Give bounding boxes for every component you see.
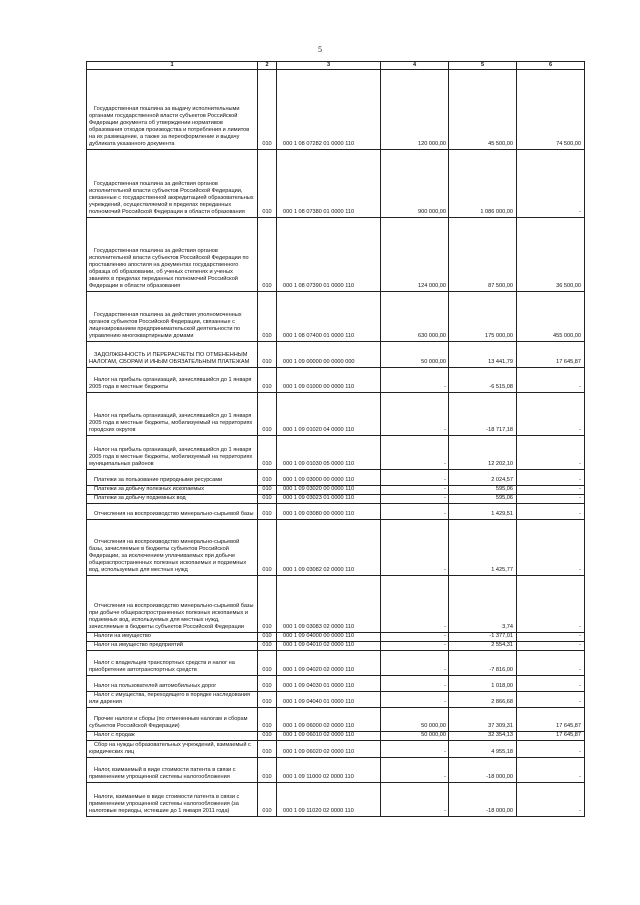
- row-name: Налог на прибыль организаций, зачислявшийся до 1 января 2005 года в местные бюджеты, мобилизуемый на территориях муниципальных районов: [87, 436, 258, 470]
- row-budget-code: 000 1 09 03082 02 0000 110: [277, 519, 381, 575]
- row-code: 010: [258, 342, 277, 368]
- row-executed-amount: 1 086 000,00: [449, 150, 517, 218]
- table-row: [87, 632, 585, 641]
- row-code: 010: [258, 641, 277, 650]
- row-name: Налог на прибыль организаций, зачислявшийся до 1 января 2005 года в местные бюджеты: [87, 368, 258, 393]
- row-executed-amount: 45 500,00: [449, 70, 517, 150]
- revenue-table: [86, 61, 585, 817]
- row-budget-code: 000 1 09 06020 02 0000 110: [277, 740, 381, 757]
- table-row: [87, 675, 585, 691]
- row-code: 010: [258, 650, 277, 675]
- row-budget-code: 000 1 09 04020 02 0000 110: [277, 650, 381, 675]
- row-name: Налоги на имущество: [87, 632, 258, 641]
- row-name: Государственная пошлина за действия уполномоченных органов субъектов Российской Федерации, связанные с лицензированием предпринимательской деятельности по управлению многоквартирными домами: [87, 292, 258, 342]
- row-budget-code: 000 1 09 03083 02 0000 110: [277, 575, 381, 632]
- row-approved-amount: 50 000,00: [381, 731, 449, 740]
- row-executed-amount: 595,06: [449, 494, 517, 503]
- row-unexecuted-amount: 36 500,00: [517, 218, 585, 292]
- row-executed-amount: 1 425,77: [449, 519, 517, 575]
- row-approved-amount: -: [381, 494, 449, 503]
- column-header: 1: [87, 62, 258, 70]
- row-budget-code: 000 1 09 04030 01 0000 110: [277, 675, 381, 691]
- row-executed-amount: 87 500,00: [449, 218, 517, 292]
- row-executed-amount: 37 309,31: [449, 707, 517, 731]
- row-code: 010: [258, 292, 277, 342]
- row-code: 010: [258, 70, 277, 150]
- row-name: Платежи за пользование природными ресурсами: [87, 470, 258, 486]
- table-row: [87, 707, 585, 731]
- row-executed-amount: -6 515,08: [449, 368, 517, 393]
- row-code: 010: [258, 740, 277, 757]
- row-approved-amount: -: [381, 470, 449, 486]
- row-unexecuted-amount: -: [517, 650, 585, 675]
- row-code: 010: [258, 368, 277, 393]
- row-name: Отчисления на воспроизводство минерально-сырьевой базы: [87, 503, 258, 519]
- row-code: 010: [258, 675, 277, 691]
- row-name: Налог на пользователей автомобильных дорог: [87, 675, 258, 691]
- row-name: Налог на имущество предприятий: [87, 641, 258, 650]
- table-row: [87, 503, 585, 519]
- row-budget-code: 000 1 09 03023 01 0000 110: [277, 494, 381, 503]
- table-row: [87, 782, 585, 816]
- table-row: [87, 292, 585, 342]
- row-approved-amount: -: [381, 691, 449, 707]
- row-executed-amount: 1 429,51: [449, 503, 517, 519]
- row-approved-amount: -: [381, 503, 449, 519]
- row-executed-amount: -18 717,18: [449, 393, 517, 436]
- row-name: Платежи за добычу полезных ископаемых: [87, 486, 258, 495]
- row-unexecuted-amount: -: [517, 575, 585, 632]
- row-budget-code: 000 1 09 01030 05 0000 110: [277, 436, 381, 470]
- row-unexecuted-amount: -: [517, 470, 585, 486]
- row-unexecuted-amount: -: [517, 368, 585, 393]
- table-row: [87, 731, 585, 740]
- row-executed-amount: 4 955,18: [449, 740, 517, 757]
- row-name: Сбор на нужды образовательных учреждений, взимаемый с юридических лиц: [87, 740, 258, 757]
- row-unexecuted-amount: -: [517, 757, 585, 782]
- table-row: [87, 691, 585, 707]
- row-name: Отчисления на воспроизводство минерально-сырьевой базы при добыче общераспространенных полезных ископаемых и подземных вод, используемых для местных нужд, зачисляемые в бюджеты субъектов Российской Федерации: [87, 575, 258, 632]
- row-unexecuted-amount: -: [517, 740, 585, 757]
- row-unexecuted-amount: -: [517, 782, 585, 816]
- row-unexecuted-amount: 455 000,00: [517, 292, 585, 342]
- row-budget-code: 000 1 09 03020 00 0000 110: [277, 486, 381, 495]
- row-unexecuted-amount: -: [517, 675, 585, 691]
- row-unexecuted-amount: -: [517, 519, 585, 575]
- row-approved-amount: 900 000,00: [381, 150, 449, 218]
- row-approved-amount: -: [381, 740, 449, 757]
- row-approved-amount: 120 000,00: [381, 70, 449, 150]
- row-approved-amount: -: [381, 757, 449, 782]
- column-number-row: [87, 62, 585, 70]
- row-budget-code: 000 1 09 06000 02 0000 110: [277, 707, 381, 731]
- row-budget-code: 000 1 09 06010 02 0000 110: [277, 731, 381, 740]
- row-executed-amount: -7 816,00: [449, 650, 517, 675]
- table-row: [87, 470, 585, 486]
- row-approved-amount: -: [381, 782, 449, 816]
- row-unexecuted-amount: 17 645,87: [517, 342, 585, 368]
- row-approved-amount: -: [381, 641, 449, 650]
- row-code: 010: [258, 575, 277, 632]
- row-executed-amount: 3,74: [449, 575, 517, 632]
- row-code: 010: [258, 519, 277, 575]
- row-budget-code: 000 1 09 04000 00 0000 110: [277, 632, 381, 641]
- row-code: 010: [258, 218, 277, 292]
- row-executed-amount: -1 377,01: [449, 632, 517, 641]
- row-executed-amount: -18 000,00: [449, 782, 517, 816]
- table-row: [87, 641, 585, 650]
- row-approved-amount: -: [381, 675, 449, 691]
- page-number: 5: [318, 45, 322, 54]
- table-row: [87, 494, 585, 503]
- row-unexecuted-amount: -: [517, 494, 585, 503]
- row-executed-amount: 2 866,68: [449, 691, 517, 707]
- table-row: [87, 650, 585, 675]
- row-code: 010: [258, 503, 277, 519]
- row-budget-code: 000 1 08 07282 01 0000 110: [277, 70, 381, 150]
- row-unexecuted-amount: -: [517, 691, 585, 707]
- row-unexecuted-amount: -: [517, 486, 585, 495]
- row-unexecuted-amount: -: [517, 150, 585, 218]
- row-executed-amount: 1 018,00: [449, 675, 517, 691]
- row-name: Налог с имущества, переходящего в порядке наследования или дарения: [87, 691, 258, 707]
- row-budget-code: 000 1 09 03000 00 0000 110: [277, 470, 381, 486]
- row-executed-amount: 32 354,13: [449, 731, 517, 740]
- column-header: 5: [449, 62, 517, 70]
- row-code: 010: [258, 436, 277, 470]
- table-row: [87, 436, 585, 470]
- row-name: Государственная пошлина за действия органов исполнительной власти субъектов Российской Федерации, связанные с государственной аккредитацией образовательных учреждений, осуществляемой в пределах переданных полномочий Российской Федерации в области образования: [87, 150, 258, 218]
- row-budget-code: 000 1 08 07380 01 0000 110: [277, 150, 381, 218]
- table-row: [87, 740, 585, 757]
- row-approved-amount: -: [381, 519, 449, 575]
- row-code: 010: [258, 632, 277, 641]
- column-header: 3: [277, 62, 381, 70]
- row-code: 010: [258, 782, 277, 816]
- row-approved-amount: 50 000,00: [381, 342, 449, 368]
- row-unexecuted-amount: -: [517, 503, 585, 519]
- row-code: 010: [258, 150, 277, 218]
- row-approved-amount: -: [381, 632, 449, 641]
- row-budget-code: 000 1 09 01020 04 0000 110: [277, 393, 381, 436]
- row-budget-code: 000 1 09 11020 02 0000 110: [277, 782, 381, 816]
- row-unexecuted-amount: -: [517, 436, 585, 470]
- row-executed-amount: 175 000,00: [449, 292, 517, 342]
- row-name: Отчисления на воспроизводство минерально-сырьевой базы, зачисляемые в бюджеты субъектов Российской Федерации, за исключением уплачиваемых при добыче общераспространенных полезных ископаемых и подземных вод, используемых для местных нужд: [87, 519, 258, 575]
- row-approved-amount: -: [381, 436, 449, 470]
- row-code: 010: [258, 757, 277, 782]
- row-budget-code: 000 1 09 11000 02 0000 110: [277, 757, 381, 782]
- row-executed-amount: 595,06: [449, 486, 517, 495]
- table-row: [87, 150, 585, 218]
- table-row: [87, 218, 585, 292]
- table-row: [87, 393, 585, 436]
- row-name: Платежи за добычу подземных вод: [87, 494, 258, 503]
- row-code: 010: [258, 691, 277, 707]
- row-name: Налог с владельцев транспортных средств и налог на приобретение автотранспортных средств: [87, 650, 258, 675]
- row-executed-amount: 2 554,31: [449, 641, 517, 650]
- row-budget-code: 000 1 09 00000 00 0000 000: [277, 342, 381, 368]
- row-budget-code: 000 1 09 04010 02 0000 110: [277, 641, 381, 650]
- row-code: 010: [258, 393, 277, 436]
- row-unexecuted-amount: -: [517, 393, 585, 436]
- row-name: Государственная пошлина за действия органов исполнительной власти субъектов Российской Федерации по проставлению апостиля на документах государственного образца об образовании, об ученых степенях и ученых званиях в пределах переданных полномочий Российской Федерации в области образования: [87, 218, 258, 292]
- table-row: [87, 342, 585, 368]
- row-approved-amount: 50 000,00: [381, 707, 449, 731]
- row-budget-code: 000 1 08 07400 01 0000 110: [277, 292, 381, 342]
- row-code: 010: [258, 494, 277, 503]
- row-executed-amount: 13 441,79: [449, 342, 517, 368]
- row-executed-amount: 2 024,57: [449, 470, 517, 486]
- column-header: 4: [381, 62, 449, 70]
- row-budget-code: 000 1 09 04040 01 0000 110: [277, 691, 381, 707]
- row-budget-code: 000 1 09 01000 00 0000 110: [277, 368, 381, 393]
- column-header: 2: [258, 62, 277, 70]
- table-row: [87, 70, 585, 150]
- row-executed-amount: -18 000,00: [449, 757, 517, 782]
- row-unexecuted-amount: 17 645,87: [517, 731, 585, 740]
- row-approved-amount: -: [381, 368, 449, 393]
- row-budget-code: 000 1 09 03080 00 0000 110: [277, 503, 381, 519]
- row-name: Налог, взимаемый в виде стоимости патента в связи с применением упрощенной системы налогообложения: [87, 757, 258, 782]
- row-unexecuted-amount: 17 645,87: [517, 707, 585, 731]
- table-row: [87, 575, 585, 632]
- row-name: Налог с продаж: [87, 731, 258, 740]
- row-code: 010: [258, 731, 277, 740]
- row-code: 010: [258, 486, 277, 495]
- row-name: Государственная пошлина за выдачу исполнительными органами государственной власти субъектов Российской Федерации документа об утверждении нормативов образования отходов производства и потребления и лимитов на их размещение, а также за переоформление и выдачу дубликата указанного документа: [87, 70, 258, 150]
- row-code: 010: [258, 707, 277, 731]
- row-name: Налоги, взимаемые в виде стоимости патента в связи с применением упрощенной системы налогообложения (за налоговые периоды, истекшие до 1 января 2011 года): [87, 782, 258, 816]
- row-approved-amount: -: [381, 575, 449, 632]
- row-name: ЗАДОЛЖЕННОСТЬ И ПЕРЕРАСЧЕТЫ ПО ОТМЕНЕННЫМ НАЛОГАМ, СБОРАМ И ИНЫМ ОБЯЗАТЕЛЬНЫМ ПЛАТЕЖАМ: [87, 342, 258, 368]
- row-unexecuted-amount: -: [517, 632, 585, 641]
- row-approved-amount: -: [381, 486, 449, 495]
- row-code: 010: [258, 470, 277, 486]
- row-budget-code: 000 1 08 07390 01 0000 110: [277, 218, 381, 292]
- row-name: Прочие налоги и сборы (по отмененным налогам и сборам субъектов Российской Федерации): [87, 707, 258, 731]
- row-name: Налог на прибыль организаций, зачислявшийся до 1 января 2005 года в местные бюджеты, мобилизуемый на территориях городских округов: [87, 393, 258, 436]
- row-approved-amount: -: [381, 650, 449, 675]
- row-executed-amount: 12 202,10: [449, 436, 517, 470]
- table-row: [87, 486, 585, 495]
- table-row: [87, 757, 585, 782]
- row-approved-amount: -: [381, 393, 449, 436]
- table-row: [87, 368, 585, 393]
- column-header: 6: [517, 62, 585, 70]
- row-approved-amount: 124 000,00: [381, 218, 449, 292]
- row-unexecuted-amount: 74 500,00: [517, 70, 585, 150]
- row-unexecuted-amount: -: [517, 641, 585, 650]
- table-body: [87, 70, 585, 817]
- row-approved-amount: 630 000,00: [381, 292, 449, 342]
- table-row: [87, 519, 585, 575]
